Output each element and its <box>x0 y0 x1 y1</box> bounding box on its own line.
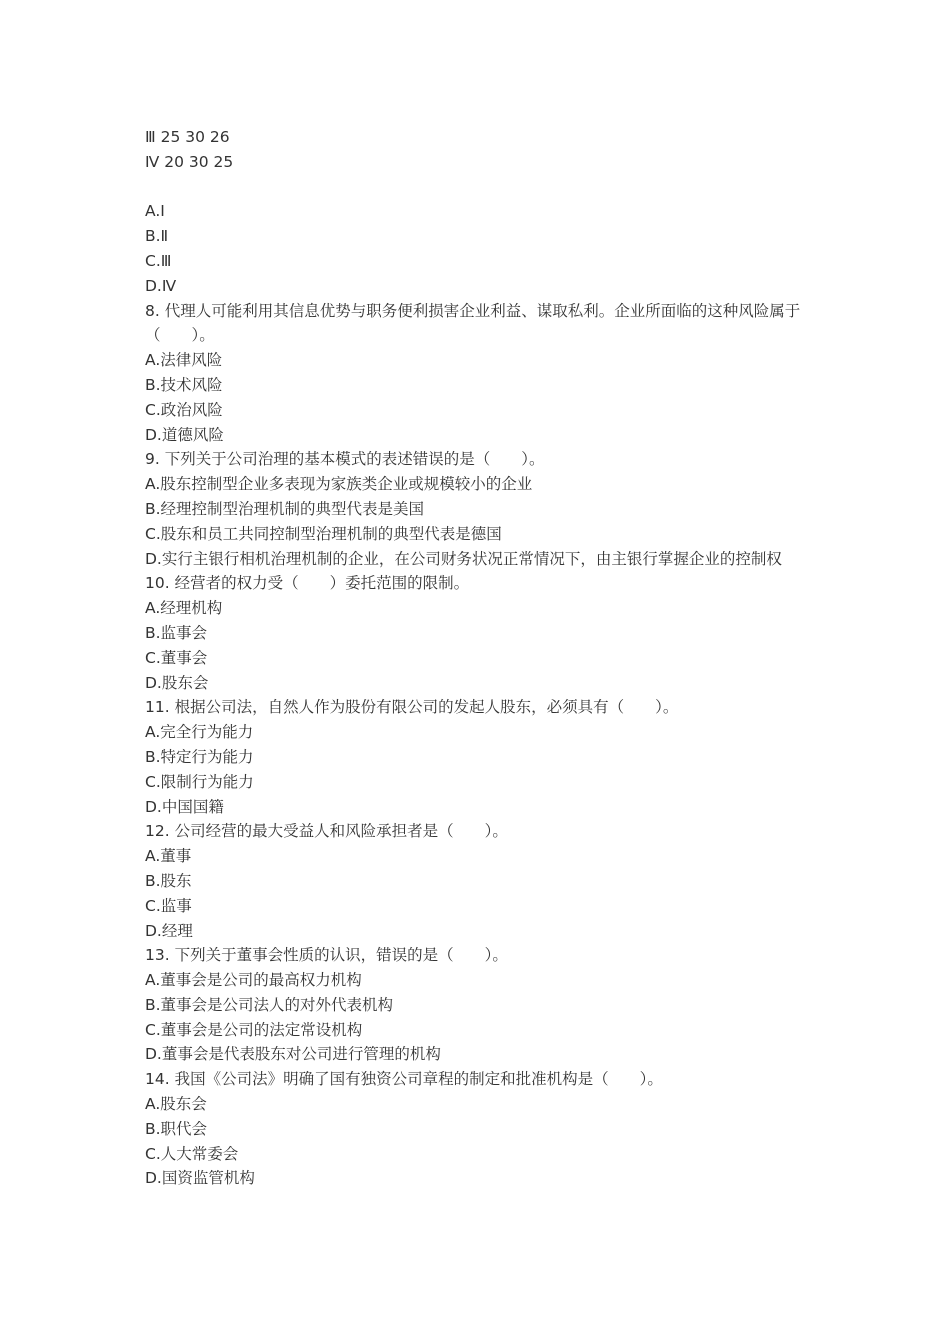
q9-option: D.实行主银行相机治理机制的企业，在公司财务状况正常情况下，由主银行掌握企业的控制权 <box>145 549 782 568</box>
question-stem-11: 11. 根据公司法，自然人作为股份有限公司的发起人股东，必须具有（ ）。 <box>145 698 679 717</box>
q8-option: B.技术风险 <box>145 375 223 394</box>
q13-option: C.董事会是公司的法定常设机构 <box>145 1020 363 1039</box>
q8-option: C.政治风险 <box>145 400 223 419</box>
question-stem-8: 8. 代理人可能利用其信息优势与职务便利损害企业利益、谋取私利。企业所面临的这种风险属于（ ）。 <box>145 301 801 345</box>
q11-option: C.限制行为能力 <box>145 772 254 791</box>
question-stem-9: 9. 下列关于公司治理的基本模式的表述错误的是（ ）。 <box>145 450 545 469</box>
q9-option: B.经理控制型治理机制的典型代表是美国 <box>145 499 425 518</box>
q13-option: A.董事会是公司的最高权力机构 <box>145 971 362 990</box>
q13-option: B.董事会是公司法人的对外代表机构 <box>145 995 394 1014</box>
q12-option: A.董事 <box>145 847 192 866</box>
q8-option: D.道德风险 <box>145 425 224 444</box>
question-stem-13: 13. 下列关于董事会性质的认识，错误的是（ ）。 <box>145 946 508 965</box>
document-page <box>145 125 815 1191</box>
q11-option: A.完全行为能力 <box>145 723 254 742</box>
q8-option: A.法律风险 <box>145 351 223 370</box>
q7-option: D.Ⅳ <box>145 276 177 295</box>
q10-option: A.经理机构 <box>145 599 223 618</box>
q12-option: C.监事 <box>145 896 192 915</box>
q13-option: D.董事会是代表股东对公司进行管理的机构 <box>145 1045 441 1064</box>
table-row: Ⅳ 20 30 25 <box>145 152 234 171</box>
q7-option: C.Ⅲ <box>145 251 172 270</box>
question-stem-14: 14. 我国《公司法》明确了国有独资公司章程的制定和批准机构是（ ）。 <box>145 1070 663 1089</box>
table-row: Ⅲ 25 30 26 <box>145 128 230 146</box>
q12-option: B.股东 <box>145 871 192 890</box>
q14-option: B.职代会 <box>145 1119 208 1138</box>
q10-option: B.监事会 <box>145 623 208 642</box>
q10-option: C.董事会 <box>145 648 208 667</box>
question-stem-12: 12. 公司经营的最大受益人和风险承担者是（ ）。 <box>145 822 508 841</box>
q9-option: C.股东和员工共同控制型治理机制的典型代表是德国 <box>145 524 502 543</box>
q7-option: A.Ⅰ <box>145 202 165 221</box>
q10-option: D.股东会 <box>145 673 209 692</box>
q14-option: C.人大常委会 <box>145 1144 239 1163</box>
spacer <box>145 175 815 200</box>
q11-option: D.中国国籍 <box>145 797 224 816</box>
q9-option: A.股东控制型企业多表现为家族类企业或规模较小的企业 <box>145 475 533 494</box>
question-stem-10: 10. 经营者的权力受（ ）委托范围的限制。 <box>145 574 470 593</box>
q11-option: B.特定行为能力 <box>145 747 254 766</box>
q14-option: A.股东会 <box>145 1095 207 1114</box>
q14-option: D.国资监管机构 <box>145 1169 255 1188</box>
q12-option: D.经理 <box>145 921 193 940</box>
q7-option: B.Ⅱ <box>145 227 169 246</box>
